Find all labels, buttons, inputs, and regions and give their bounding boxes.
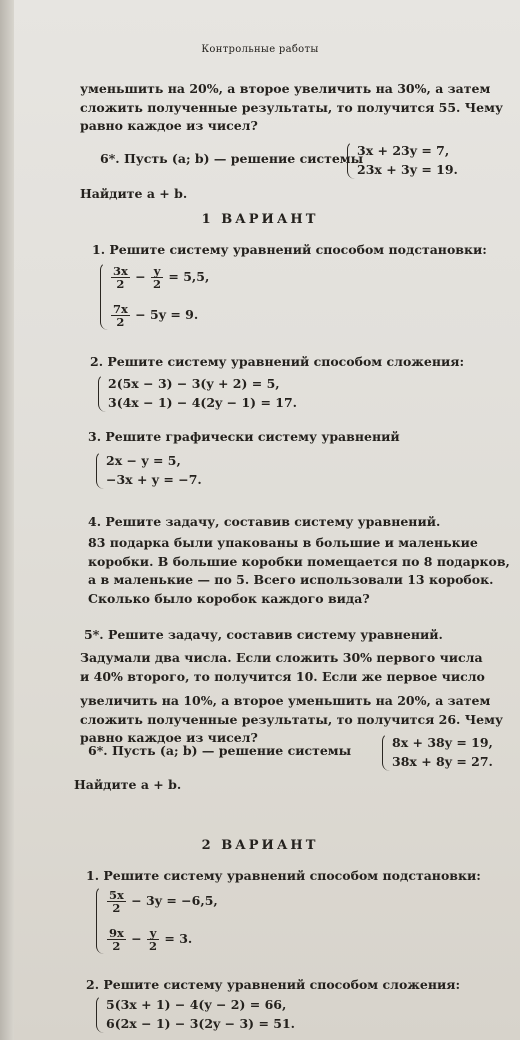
- equation-system: [96, 886, 218, 954]
- text-line: и 40% второго, то получится 10. Если же первое число: [80, 668, 485, 684]
- equation-system: [96, 451, 202, 489]
- equation: $\frac{5x}{2}$ − 3y = −6,5,: [109, 888, 218, 915]
- equation-system: [347, 141, 458, 179]
- brace: [98, 374, 107, 412]
- fraction: $\frac{5x}{2}$: [109, 888, 124, 915]
- text-line: сложить полученные результаты, то получится 55. Чему: [80, 99, 503, 115]
- task-6: 6*. Пусть (a; b) — решение системы: [88, 743, 352, 758]
- fraction: $\frac{y}{2}$: [149, 926, 158, 953]
- find-sum: Найдите a + b.: [74, 777, 182, 792]
- equation: $\frac{3x}{2}$ − $\frac{y}{2}$ = 5,5,: [113, 264, 210, 291]
- fraction: $\frac{y}{2}$: [153, 264, 162, 291]
- task-1: 1. Решите систему уравнений способом подстановки:: [92, 242, 487, 257]
- variant-1-heading: 1 ВАРИАНТ: [201, 212, 319, 227]
- text-line: увеличить на 10%, а второе уменьшить на 20%, а затем: [80, 693, 491, 708]
- equation: 8x + 38y = 19,: [392, 735, 493, 750]
- brace: [347, 141, 356, 179]
- find-sum: Найдите a + b.: [80, 186, 188, 201]
- brace: [382, 733, 391, 771]
- equation: 6(2x − 1) − 3(2y − 3) = 51.: [106, 1016, 296, 1031]
- equation-system: [98, 374, 297, 412]
- text-line: 83 подарка были упакованы в большие и маленькие: [88, 535, 478, 550]
- equation: $\frac{9x}{2}$ − $\frac{y}{2}$ = 3.: [109, 926, 193, 953]
- task-2: 2. Решите систему уравнений способом сложения:: [86, 977, 461, 992]
- variant-2-heading: 2 ВАРИАНТ: [201, 838, 319, 853]
- task-2: 2. Решите систему уравнений способом сложения:: [90, 354, 465, 369]
- equation: 5(3x + 1) − 4(y − 2) = 66,: [106, 997, 287, 1012]
- equation-system: [100, 262, 209, 330]
- task-6-prev: 6*. Пусть (a; b) — решение системы: [100, 151, 364, 166]
- text-line: сложить полученные результаты, то получится 26. Чему: [80, 711, 503, 727]
- equation: 2x − y = 5,: [106, 453, 181, 468]
- equation: 2(5x − 3) − 3(y + 2) = 5,: [108, 376, 280, 391]
- text-line: равно каждое из чисел?: [80, 730, 258, 745]
- brace: [100, 262, 109, 330]
- equation-system: [96, 995, 295, 1033]
- brace: [96, 995, 105, 1033]
- text-line: коробки. В большие коробки помещается по 8 подарков,: [88, 553, 510, 569]
- task-5: 5*. Решите задачу, составив систему уравнений.: [84, 627, 443, 642]
- equation-system: [382, 733, 493, 771]
- running-header: Контрольные работы: [201, 44, 319, 55]
- task-4: 4. Решите задачу, составив систему уравнений.: [88, 514, 441, 529]
- task-1: 1. Решите систему уравнений способом подстановки:: [86, 868, 481, 883]
- brace: [96, 886, 105, 954]
- text-line: равно каждое из чисел?: [80, 118, 258, 133]
- equation: 23x + 3y = 19.: [357, 162, 458, 177]
- task-4-body: [88, 534, 510, 608]
- intro-paragraph: [80, 80, 503, 136]
- fraction: $\frac{7x}{2}$: [113, 302, 128, 329]
- equation: −3x + y = −7.: [106, 472, 202, 487]
- equation: 38x + 8y = 27.: [392, 754, 493, 769]
- equation: $\frac{7x}{2}$ − 5y = 9.: [113, 302, 199, 329]
- text-line: Сколько было коробок каждого вида?: [88, 590, 370, 606]
- fraction: $\frac{9x}{2}$: [109, 926, 124, 953]
- equation: 3(4x − 1) − 4(2y − 1) = 17.: [108, 395, 298, 410]
- text-line: а в маленькие — по 5. Всего использовали 13 коробок.: [88, 572, 494, 587]
- text-line: Задумали два числа. Если сложить 30% первого числа: [80, 650, 483, 665]
- text-line: уменьшить на 20%, а второе увеличить на 30%, а затем: [80, 81, 491, 96]
- task-3: 3. Решите графически систему уравнений: [88, 429, 400, 444]
- brace: [96, 451, 105, 489]
- fraction: $\frac{3x}{2}$: [113, 264, 128, 291]
- equation: 3x + 23y = 7,: [357, 143, 450, 158]
